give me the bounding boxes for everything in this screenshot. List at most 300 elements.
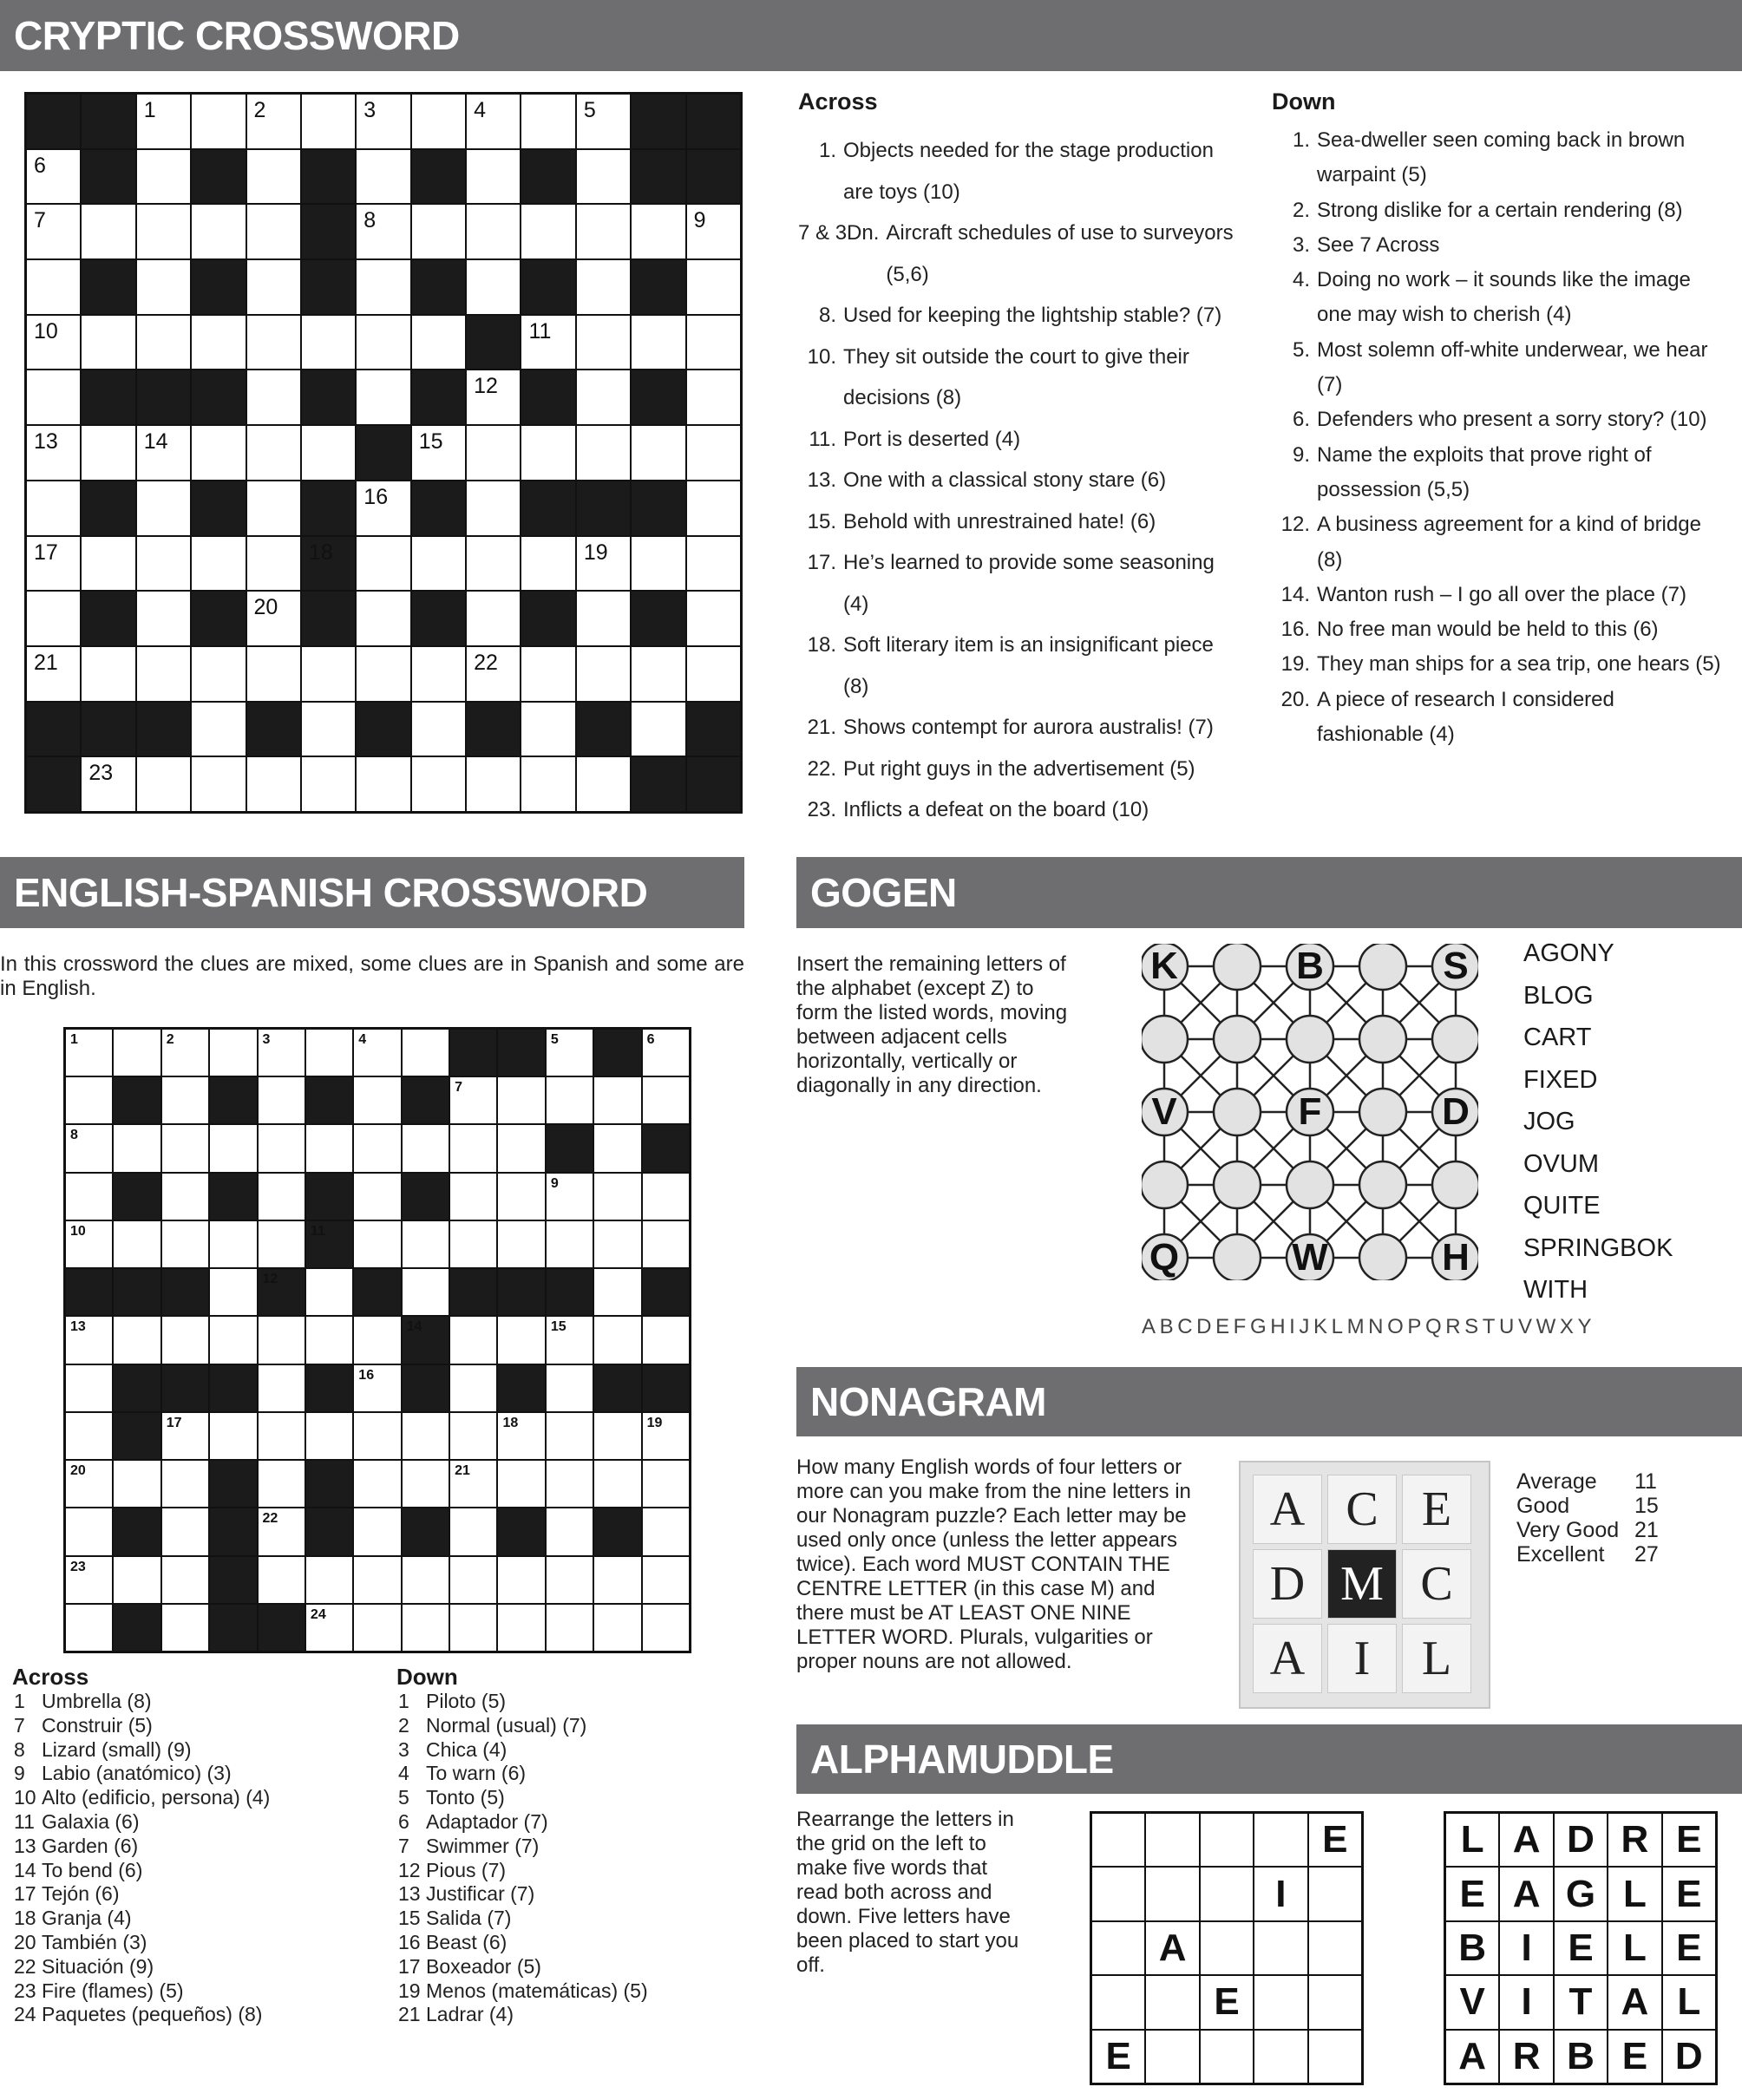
cryptic-white-square[interactable] [137,481,190,535]
es-white-square[interactable] [594,1174,640,1220]
es-white-square[interactable] [210,1269,256,1315]
cryptic-black-square [521,260,574,314]
es-white-square[interactable] [594,1221,640,1267]
cryptic-white-square[interactable] [27,426,80,480]
es-white-square[interactable] [547,1174,593,1220]
cryptic-white-square[interactable] [577,647,630,701]
es-white-square[interactable] [259,1508,305,1554]
cryptic-white-square[interactable] [467,95,520,148]
es-white-square[interactable] [354,1557,400,1603]
cryptic-white-square[interactable] [357,647,409,701]
cryptic-white-square[interactable] [357,95,409,148]
es-white-square[interactable] [306,1317,352,1363]
cryptic-white-square[interactable] [27,260,80,314]
es-white-square[interactable] [403,1413,449,1459]
cryptic-white-square[interactable] [27,537,80,591]
cryptic-white-square[interactable] [521,95,574,148]
cryptic-white-square[interactable] [577,95,630,148]
alphamuddle-puzzle-cell[interactable]: E [1092,2031,1144,2083]
cryptic-across-clue-number: 23. [807,798,836,821]
es-white-square[interactable] [259,1077,305,1123]
cryptic-white-square[interactable] [82,426,134,480]
es-white-square[interactable] [162,1317,208,1363]
cryptic-white-square[interactable] [632,205,684,258]
es-black-square [210,1174,256,1220]
cryptic-white-square[interactable] [192,205,245,258]
es-white-square[interactable] [162,1125,208,1171]
es-white-square[interactable] [162,1030,208,1076]
cryptic-white-square[interactable] [82,537,134,591]
es-white-square[interactable] [403,1125,449,1171]
es-white-square[interactable] [498,1077,544,1123]
es-white-square[interactable] [66,1365,112,1411]
cryptic-white-square[interactable] [577,316,630,370]
cryptic-white-square[interactable] [357,150,409,204]
es-white-square[interactable] [306,1269,352,1315]
es-white-square[interactable] [450,1605,496,1651]
cryptic-white-square[interactable] [247,370,300,424]
es-white-square[interactable] [354,1413,400,1459]
es-white-square[interactable] [643,1221,689,1267]
cryptic-white-square[interactable] [412,426,465,480]
cryptic-white-square[interactable] [247,481,300,535]
es-across-heading: Across [12,1664,89,1690]
cryptic-white-square[interactable] [577,370,630,424]
es-white-square[interactable] [450,1508,496,1554]
cryptic-white-square[interactable] [27,316,80,370]
gogen-cell[interactable] [1359,1016,1406,1063]
es-white-square[interactable] [547,1365,593,1411]
es-white-square[interactable] [162,1461,208,1507]
cryptic-white-square[interactable] [247,426,300,480]
es-white-square[interactable] [594,1557,640,1603]
cryptic-down-clue-text: Strong dislike for a certain rendering (8) [1317,198,1683,222]
cryptic-white-square[interactable] [577,150,630,204]
cryptic-white-square[interactable] [687,370,740,424]
alphamuddle-puzzle-cell[interactable] [1254,1976,1306,2028]
es-white-square[interactable] [403,1221,449,1267]
es-white-square[interactable] [547,1557,593,1603]
es-white-square[interactable] [210,1413,256,1459]
es-white-square[interactable] [547,1461,593,1507]
cryptic-white-square[interactable] [412,703,465,756]
cryptic-white-square[interactable] [687,316,740,370]
es-white-square[interactable] [594,1269,640,1315]
cryptic-white-square[interactable] [577,260,630,314]
cryptic-white-square[interactable] [632,537,684,591]
es-white-square[interactable] [306,1413,352,1459]
cryptic-down-clue-number: 3. [1292,232,1310,257]
cryptic-white-square[interactable] [687,592,740,645]
es-white-square[interactable] [594,1413,640,1459]
cryptic-white-square[interactable] [82,316,134,370]
es-white-square[interactable] [210,1317,256,1363]
cryptic-white-square[interactable] [577,537,630,591]
cryptic-white-square[interactable] [687,647,740,701]
cryptic-white-square[interactable] [137,260,190,314]
es-white-square[interactable] [66,1221,112,1267]
alphamuddle-puzzle-cell[interactable] [1092,1814,1144,1866]
gogen-cell[interactable] [1142,1161,1188,1208]
es-across-clue [7,1907,371,1931]
es-white-square[interactable] [403,1030,449,1076]
es-white-square[interactable] [259,1461,305,1507]
cryptic-white-square[interactable] [247,95,300,148]
cryptic-white-square[interactable] [302,647,355,701]
cryptic-white-square[interactable] [27,592,80,645]
es-white-square[interactable] [450,1461,496,1507]
gogen-cell[interactable] [1214,1161,1261,1208]
cryptic-white-square[interactable] [467,757,520,811]
cryptic-white-square[interactable] [192,426,245,480]
es-white-square[interactable] [114,1030,160,1076]
cryptic-white-square[interactable] [577,757,630,811]
cryptic-white-square[interactable] [521,537,574,591]
alphamuddle-puzzle-cell[interactable] [1309,1922,1361,1974]
es-white-square[interactable] [547,1605,593,1651]
es-white-square[interactable] [162,1605,208,1651]
cryptic-white-square[interactable] [247,205,300,258]
es-white-square[interactable] [643,1174,689,1220]
cryptic-white-square[interactable] [521,647,574,701]
es-white-square[interactable] [306,1605,352,1651]
cryptic-white-square[interactable] [467,426,520,480]
cryptic-white-square[interactable] [137,95,190,148]
es-white-square[interactable] [450,1317,496,1363]
cryptic-white-square[interactable] [302,316,355,370]
cryptic-white-square[interactable] [412,316,465,370]
es-white-square[interactable] [259,1174,305,1220]
es-white-square[interactable] [643,1413,689,1459]
es-white-square[interactable] [354,1461,400,1507]
cryptic-white-square[interactable] [357,316,409,370]
cryptic-white-square[interactable] [632,647,684,701]
cryptic-white-square[interactable] [687,205,740,258]
alphamuddle-letters-cell: D [1663,2031,1715,2083]
es-white-square[interactable] [259,1030,305,1076]
alphamuddle-puzzle-cell[interactable]: I [1254,1868,1306,1920]
gogen-cell[interactable] [1359,944,1406,990]
cryptic-white-square[interactable] [632,426,684,480]
cryptic-white-square[interactable] [357,592,409,645]
alphamuddle-puzzle-cell[interactable]: E [1309,1814,1361,1866]
cryptic-white-square[interactable] [467,592,520,645]
es-white-square[interactable] [66,1557,112,1603]
cryptic-white-square[interactable] [412,647,465,701]
es-white-square[interactable] [354,1174,400,1220]
cryptic-white-square[interactable] [247,316,300,370]
es-white-square[interactable] [259,1557,305,1603]
cryptic-white-square[interactable] [137,592,190,645]
es-white-square[interactable] [498,1125,544,1171]
cryptic-white-square[interactable] [687,260,740,314]
cryptic-white-square[interactable] [302,426,355,480]
alphamuddle-puzzle-cell[interactable] [1201,1868,1253,1920]
es-white-square[interactable] [594,1317,640,1363]
es-white-square[interactable] [210,1221,256,1267]
gogen-cell[interactable] [1214,944,1261,990]
alphamuddle-puzzle-cell[interactable] [1092,1976,1144,2028]
alphamuddle-puzzle-cell[interactable] [1201,1814,1253,1866]
es-white-square[interactable] [354,1508,400,1554]
nonagram-score-value: 27 [1634,1542,1659,1567]
cryptic-white-square[interactable] [27,370,80,424]
es-white-square[interactable] [66,1174,112,1220]
gogen-cell[interactable] [1359,1161,1406,1208]
es-white-square[interactable] [66,1605,112,1651]
alphamuddle-puzzle-cell[interactable] [1309,2031,1361,2083]
es-white-square[interactable] [354,1221,400,1267]
es-white-square[interactable] [162,1221,208,1267]
es-white-square[interactable] [162,1413,208,1459]
es-black-square [306,1508,352,1554]
es-white-square[interactable] [354,1077,400,1123]
cryptic-white-square[interactable] [247,592,300,645]
cryptic-white-square[interactable] [27,205,80,258]
es-white-square[interactable] [403,1605,449,1651]
cryptic-white-square[interactable] [137,757,190,811]
es-white-square[interactable] [66,1413,112,1459]
alphamuddle-puzzle-cell[interactable] [1254,1814,1306,1866]
cryptic-white-square[interactable] [687,537,740,591]
gogen-cell[interactable] [1142,1016,1188,1063]
cryptic-white-square[interactable] [137,647,190,701]
es-white-square[interactable] [547,1413,593,1459]
cryptic-white-square[interactable] [137,316,190,370]
cryptic-white-square[interactable] [192,537,245,591]
cryptic-white-square[interactable] [302,703,355,756]
es-white-square[interactable] [594,1077,640,1123]
cryptic-white-square[interactable] [27,150,80,204]
alphamuddle-puzzle-cell[interactable] [1254,1922,1306,1974]
es-white-square[interactable] [450,1557,496,1603]
es-white-square[interactable] [66,1317,112,1363]
gogen-cell[interactable] [1214,1016,1261,1063]
cryptic-white-square[interactable] [577,592,630,645]
es-white-square[interactable] [162,1077,208,1123]
gogen-cell[interactable] [1359,1234,1406,1280]
cryptic-white-square[interactable] [302,757,355,811]
es-white-square[interactable] [450,1077,496,1123]
cryptic-white-square[interactable] [137,150,190,204]
es-white-square[interactable] [354,1125,400,1171]
cryptic-white-square[interactable] [192,95,245,148]
es-white-square[interactable] [66,1125,112,1171]
cryptic-white-square[interactable] [412,537,465,591]
es-white-square[interactable] [450,1413,496,1459]
es-white-square[interactable] [643,1605,689,1651]
es-across-clue [7,1714,371,1738]
es-down-clue [391,1835,756,1859]
es-white-square[interactable] [306,1557,352,1603]
es-white-square[interactable] [594,1461,640,1507]
cryptic-white-square[interactable] [137,537,190,591]
es-white-square[interactable] [450,1125,496,1171]
gogen-cell[interactable] [1287,1016,1333,1063]
cryptic-white-square[interactable] [521,205,574,258]
alphamuddle-puzzle-cell[interactable] [1201,2031,1253,2083]
es-white-square[interactable] [643,1030,689,1076]
es-white-square[interactable] [450,1174,496,1220]
es-white-square[interactable] [114,1317,160,1363]
nonagram-score-row [1516,1469,1659,1494]
gogen-cell[interactable] [1432,1016,1478,1063]
alphamuddle-puzzle-cell[interactable] [1092,1868,1144,1920]
es-white-square[interactable] [594,1125,640,1171]
cryptic-white-square[interactable] [521,426,574,480]
cryptic-white-square[interactable] [521,316,574,370]
cryptic-white-square[interactable] [302,95,355,148]
es-white-square[interactable] [643,1557,689,1603]
cryptic-white-square[interactable] [632,703,684,756]
cryptic-white-square[interactable] [192,316,245,370]
gogen-cell[interactable] [1359,1089,1406,1135]
cryptic-white-square[interactable] [27,647,80,701]
cryptic-white-square[interactable] [412,205,465,258]
es-white-square[interactable] [594,1605,640,1651]
cryptic-white-square[interactable] [467,260,520,314]
es-white-square[interactable] [259,1125,305,1171]
gogen-cell[interactable] [1214,1234,1261,1280]
es-white-square[interactable] [643,1317,689,1363]
cryptic-white-square[interactable] [412,757,465,811]
cryptic-white-square[interactable] [357,260,409,314]
es-white-square[interactable] [498,1413,544,1459]
cryptic-white-square[interactable] [357,481,409,535]
alphamuddle-puzzle-cell[interactable] [1092,1922,1144,1974]
es-white-square[interactable] [162,1508,208,1554]
es-white-square[interactable] [114,1557,160,1603]
gogen-cell[interactable] [1432,1161,1478,1208]
cryptic-white-square[interactable] [247,260,300,314]
es-white-square[interactable] [643,1461,689,1507]
gogen-cell[interactable] [1287,1161,1333,1208]
alphamuddle-puzzle-cell[interactable]: E [1201,1976,1253,2028]
cryptic-white-square[interactable] [357,537,409,591]
cryptic-white-square[interactable] [521,757,574,811]
es-clue-number: 1 [70,1032,78,1047]
cryptic-white-square[interactable] [467,481,520,535]
es-white-square[interactable] [306,1125,352,1171]
cryptic-white-square[interactable] [82,205,134,258]
alphamuddle-title-banner [796,1724,1742,1794]
es-white-square[interactable] [547,1030,593,1076]
es-white-square[interactable] [498,1605,544,1651]
es-white-square[interactable] [66,1030,112,1076]
es-clue-number: 20 [70,1463,86,1479]
es-white-square[interactable] [259,1365,305,1411]
es-white-square[interactable] [547,1221,593,1267]
cryptic-white-square[interactable] [357,370,409,424]
cryptic-white-square[interactable] [247,757,300,811]
es-white-square[interactable] [498,1461,544,1507]
cryptic-white-square[interactable] [82,647,134,701]
cryptic-black-square [302,537,355,591]
alphamuddle-puzzle-cell[interactable]: A [1146,1922,1198,1974]
cryptic-white-square[interactable] [577,205,630,258]
cryptic-white-square[interactable] [577,426,630,480]
cryptic-white-square[interactable] [357,757,409,811]
es-white-square[interactable] [259,1317,305,1363]
cryptic-white-square[interactable] [82,757,134,811]
es-white-square[interactable] [643,1508,689,1554]
es-white-square[interactable] [403,1557,449,1603]
cryptic-white-square[interactable] [467,370,520,424]
es-white-square[interactable] [547,1508,593,1554]
es-white-square[interactable] [403,1269,449,1315]
alphamuddle-puzzle-cell[interactable] [1254,2031,1306,2083]
cryptic-white-square[interactable] [137,426,190,480]
alphamuddle-puzzle-cell[interactable] [1201,1922,1253,1974]
cryptic-white-square[interactable] [192,647,245,701]
es-white-square[interactable] [66,1461,112,1507]
alphamuddle-puzzle-cell[interactable] [1146,1814,1198,1866]
alphamuddle-puzzle-cell[interactable] [1146,2031,1198,2083]
es-white-square[interactable] [259,1413,305,1459]
es-white-square[interactable] [66,1077,112,1123]
es-white-square[interactable] [547,1317,593,1363]
es-white-square[interactable] [114,1221,160,1267]
es-white-square[interactable] [498,1317,544,1363]
cryptic-white-square[interactable] [137,205,190,258]
es-white-square[interactable] [162,1174,208,1220]
es-white-square[interactable] [498,1174,544,1220]
alphamuddle-puzzle-cell[interactable] [1146,1976,1198,2028]
cryptic-white-square[interactable] [521,703,574,756]
es-white-square[interactable] [259,1221,305,1267]
es-white-square[interactable] [66,1508,112,1554]
es-white-square[interactable] [498,1557,544,1603]
cryptic-white-square[interactable] [27,481,80,535]
cryptic-white-square[interactable] [192,757,245,811]
es-white-square[interactable] [643,1077,689,1123]
es-white-square[interactable] [114,1461,160,1507]
es-down-clue-number: 15 [398,1907,421,1930]
alphamuddle-puzzle-cell[interactable] [1309,1976,1361,2028]
cryptic-white-square[interactable] [687,426,740,480]
es-white-square[interactable] [210,1030,256,1076]
alphamuddle-puzzle-cell[interactable] [1146,1868,1198,1920]
es-white-square[interactable] [162,1557,208,1603]
es-white-square[interactable] [403,1461,449,1507]
cryptic-white-square[interactable] [247,150,300,204]
cryptic-white-square[interactable] [467,647,520,701]
cryptic-white-square[interactable] [247,647,300,701]
cryptic-white-square[interactable] [357,205,409,258]
cryptic-white-square[interactable] [467,150,520,204]
es-white-square[interactable] [210,1125,256,1171]
es-white-square[interactable] [354,1317,400,1363]
gogen-cell[interactable] [1214,1089,1261,1135]
es-white-square[interactable] [306,1030,352,1076]
es-white-square[interactable] [450,1221,496,1267]
cryptic-white-square[interactable] [687,481,740,535]
cryptic-white-square[interactable] [467,537,520,591]
cryptic-white-square[interactable] [247,537,300,591]
es-white-square[interactable] [354,1365,400,1411]
es-white-square[interactable] [114,1125,160,1171]
cryptic-white-square[interactable] [632,316,684,370]
cryptic-white-square[interactable] [467,205,520,258]
es-white-square[interactable] [450,1365,496,1411]
alphamuddle-puzzle-cell[interactable] [1309,1868,1361,1920]
cryptic-white-square[interactable] [412,95,465,148]
es-white-square[interactable] [354,1605,400,1651]
es-white-square[interactable] [498,1221,544,1267]
cryptic-white-square[interactable] [192,703,245,756]
es-white-square[interactable] [354,1030,400,1076]
es-white-square[interactable] [547,1077,593,1123]
